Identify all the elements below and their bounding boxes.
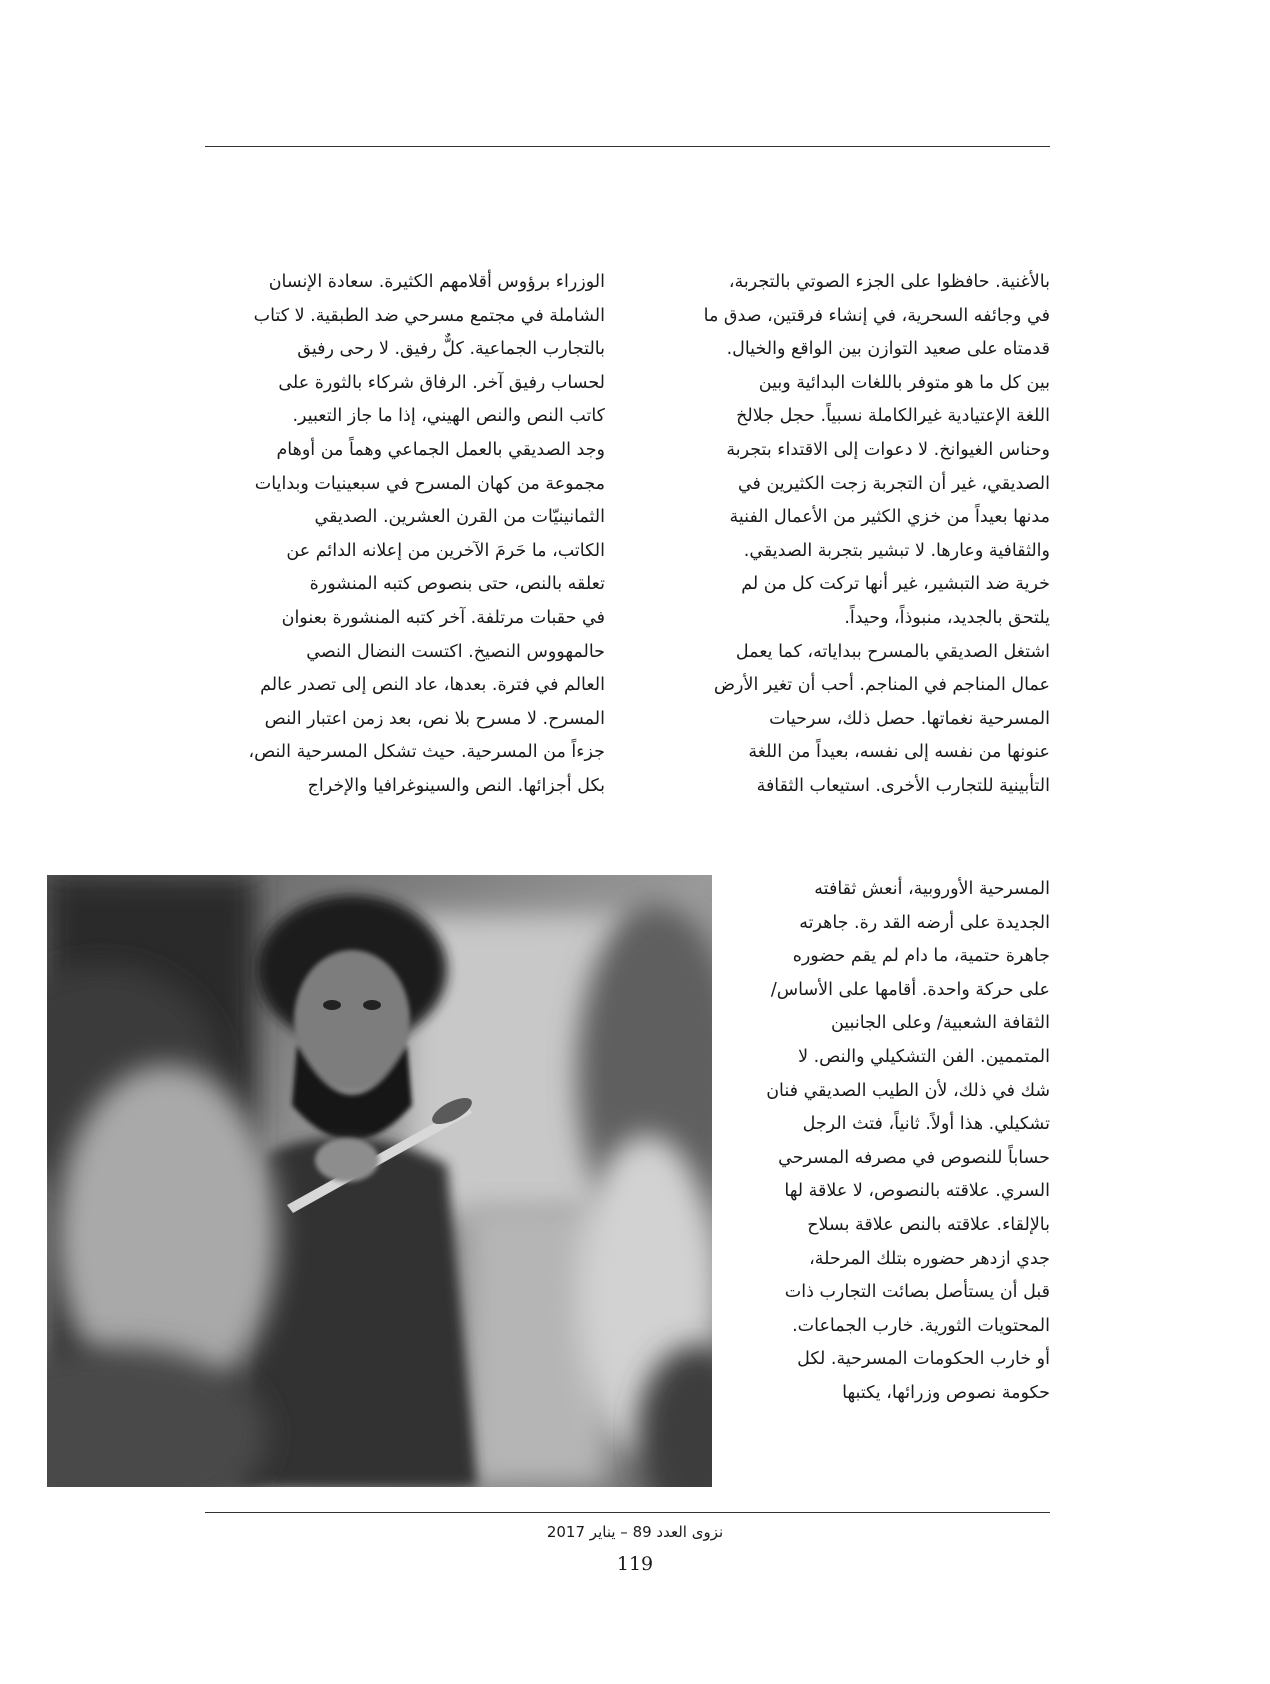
text-line: حكومة نصوص وزرائها، يكتبها [842, 1382, 1050, 1403]
text-line: بين كل ما هو متوفر باللغات البدائية وبين [758, 372, 1050, 393]
text-line: بكل أجزائها. النص والسينوغرافيا والإخراج [307, 775, 605, 796]
text-line: المحتويات الثورية. خارب الجماعات. [792, 1315, 1050, 1336]
text-line: لحساب رفيق آخر. الرفاق شركاء بالثورة على [278, 372, 605, 393]
text-line: المسرحية نغماتها. حصل ذلك، سرحيات [769, 708, 1050, 729]
text-line: عنونها من نفسه إلى نفسه، بعيداً من اللغة [748, 742, 1050, 763]
text-line: بالأغنية. حافظوا على الجزء الصوتي بالتجربة، [728, 272, 1050, 292]
article-photo [47, 875, 712, 1487]
text-line: الكاتب، ما حَرمَ الآخرين من إعلانه الدائم عن [286, 540, 605, 561]
text-line: قدمتاه على صعيد التوازن بين الواقع والخيال. [726, 339, 1050, 360]
text-line: الجديدة على أرضه القد رة. جاهرته [799, 912, 1050, 933]
text-line: الثمانينيّات من القرن العشرين. الصديقي [314, 507, 605, 528]
text-line: خرية ضد التبشير، غير أنها تركت كل من لم [741, 574, 1050, 595]
text-line: اللغة الإعتيادية غيرالكاملة نسبياً. حجل جلالخ [736, 406, 1050, 427]
text-line: الوزراء برؤوس أقلامهم الكثيرة. سعادة الإنسان [268, 272, 605, 292]
text-line: وحناس الغيوانخ. لا دعوات إلى الاقتداء بتجربة [726, 439, 1050, 460]
text-line: الشاملة في مجتمع مسرحي ضد الطبقية. لا كتاب [253, 305, 605, 326]
text-line: قبل أن يستأصل بصائت التجارب ذات [784, 1282, 1050, 1303]
text-line: في حقبات مرتلفة. آخر كتبه المنشورة بعنوان [281, 607, 605, 628]
text-line: اشتغل الصديقي بالمسرح ببداياته، كما يعمل [735, 641, 1050, 662]
article-column-right-bottom [725, 873, 1050, 1411]
text-line: كاتب النص والنص الهيني، إذا ما جاز التعبير. [292, 406, 605, 427]
text-line: يلتحق بالجديد، منبوذاً، وحيداً. [844, 607, 1050, 628]
article-column-right-top [642, 266, 1050, 804]
text-line: التأبينية للتجارب الأخرى. استيعاب الثقافة [756, 775, 1050, 796]
text-line: السري. علاقته بالنصوص، لا علاقة لها [784, 1181, 1050, 1202]
text-line: على حركة واحدة. أقامها على الأساس/ [770, 979, 1050, 1000]
text-line: تشكيلي. هذا أولاً. ثانياً، فتث الرجل [802, 1114, 1050, 1135]
text-line: مدنها بعيداً من خزي الكثير من الأعمال الفنية [729, 507, 1050, 528]
text-line: حالمهووس النصيخ. اكتست النضال النصي [306, 641, 605, 662]
issue-caption: نزوى العدد 89 – يناير 2017 [546, 1523, 724, 1541]
text-line: شك في ذلك، لأن الطيب الصديقي فنان [766, 1080, 1050, 1101]
text-line: في وجائفه السحرية، في إنشاء فرقتين، صدق ما [703, 305, 1050, 326]
text-line: حساباً للنصوص في مصرفه المسرحي [778, 1147, 1050, 1168]
text-line: جزءاً من المسرحية. حيث تشكل المسرحية النص، [248, 742, 605, 763]
text-line: تعلقه بالنص، حتى بنصوص كتبه المنشورة [309, 574, 605, 595]
text-line: بالتجارب الجماعية. كلٌّ رفيق. لا رحى رفيق [297, 339, 605, 360]
text-line: بالإلقاء. علاقته بالنص علاقة بسلاح [807, 1214, 1050, 1235]
text-line: المسرحية الأوروبية، أنعش ثقافته [814, 879, 1050, 899]
article-column-left [205, 266, 605, 804]
text-line: مجموعة من كهان المسرح في سبعينيات وبدايات [254, 473, 605, 494]
text-line: الصديقي، غير أن التجربة زجت الكثيرين في [737, 473, 1050, 494]
text-line: الثقافة الشعبية/ وعلى الجانبين [830, 1013, 1050, 1034]
text-line: المتممين. الفن التشكيلي والنص. لا [798, 1046, 1050, 1067]
text-line: عمال المناجم في المناجم. أحب أن تغير الأرض [713, 675, 1050, 696]
footer-rule [205, 1512, 1050, 1513]
header-rule [205, 146, 1050, 147]
text-line: جدي ازدهر حضوره بتلك المرحلة، [809, 1248, 1050, 1269]
text-line: وجد الصديقي بالعمل الجماعي وهماً من أوهام [276, 439, 605, 460]
text-line: العالم في فترة. بعدها، عاد النص إلى تصدر عالم [260, 675, 605, 696]
page-number: 119 [616, 1553, 654, 1575]
text-line: أو خارب الحكومات المسرحية. لكل [797, 1349, 1050, 1370]
text-line: والثقافية وعارها. لا تبشير بتجربة الصديقي. [743, 540, 1050, 561]
text-line: المسرح. لا مسرح بلا نص، بعد زمن اعتبار النص [264, 708, 605, 729]
text-line: جاهرة حتمية، ما دام لم يقم حضوره [792, 946, 1050, 967]
